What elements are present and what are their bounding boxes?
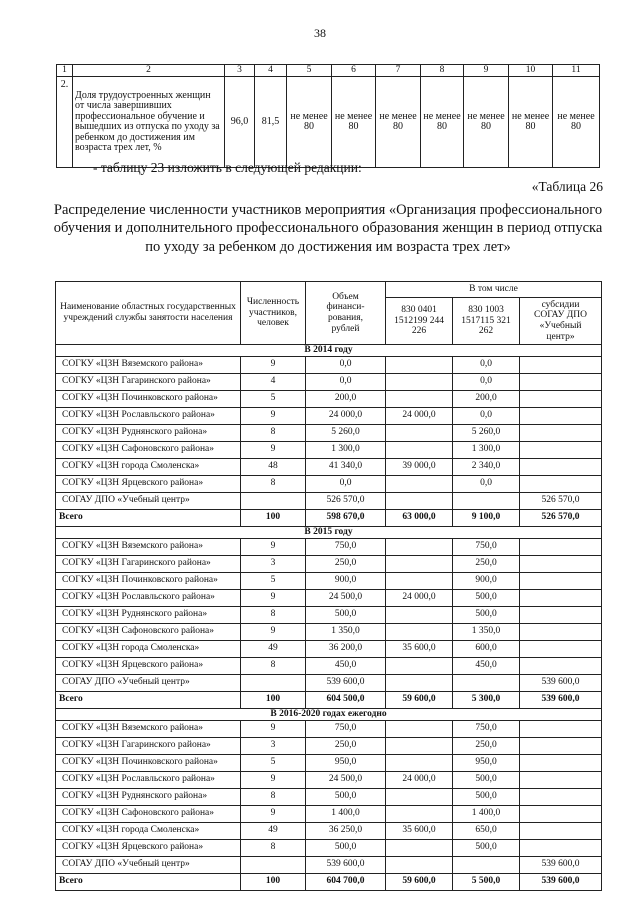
cell-count bbox=[241, 675, 306, 692]
cell-kbk-1 bbox=[386, 658, 453, 675]
cell-volume: 1 400,0 bbox=[306, 806, 386, 823]
cell-kbk-2: 2 340,0 bbox=[453, 459, 520, 476]
cell-subsidy bbox=[520, 442, 602, 459]
cell-subsidy bbox=[520, 459, 602, 476]
cell-count: 9 bbox=[241, 539, 306, 556]
cell-kbk-1 bbox=[386, 391, 453, 408]
table-row bbox=[56, 459, 602, 476]
cell-volume: 900,0 bbox=[306, 573, 386, 590]
cell-kbk-2: 900,0 bbox=[453, 573, 520, 590]
table-row bbox=[56, 425, 602, 442]
row-target: не менее 80 bbox=[332, 77, 376, 168]
cell-subsidy bbox=[520, 721, 602, 738]
cell-subsidy: 539 600,0 bbox=[520, 692, 602, 709]
section-header-row bbox=[56, 527, 602, 539]
cell-kbk-1 bbox=[386, 789, 453, 806]
cell-count: 8 bbox=[241, 425, 306, 442]
table-label: «Таблица 26 bbox=[531, 179, 603, 194]
cell-volume: 598 670,0 bbox=[306, 510, 386, 527]
row-target: не менее 80 bbox=[287, 77, 332, 168]
table-title: Распределение численности участников мероприятия «Организация профессионального обучения и дополнительного профессионального образования женщин в период отпуска по уходу за ребенком до достижения им возраста трех лет» bbox=[53, 202, 603, 255]
cell-name: СОГКУ «ЦЗН Ярцевского района» bbox=[56, 840, 241, 857]
cell-subsidy bbox=[520, 607, 602, 624]
table-row bbox=[56, 573, 602, 590]
cell-volume: 500,0 bbox=[306, 840, 386, 857]
cell-subsidy bbox=[520, 391, 602, 408]
cell-volume: 200,0 bbox=[306, 391, 386, 408]
col-num-9: 9 bbox=[464, 65, 509, 77]
cell-volume: 604 500,0 bbox=[306, 692, 386, 709]
cell-name: СОГКУ «ЦЗН Рославльского района» bbox=[56, 772, 241, 789]
cell-kbk-1 bbox=[386, 738, 453, 755]
cell-volume: 526 570,0 bbox=[306, 493, 386, 510]
cell-count bbox=[241, 857, 306, 874]
cell-kbk-1 bbox=[386, 539, 453, 556]
cell-subsidy bbox=[520, 425, 602, 442]
cell-name: СОГКУ «ЦЗН Вяземского района» bbox=[56, 721, 241, 738]
cell-kbk-1 bbox=[386, 840, 453, 857]
cell-kbk-1 bbox=[386, 442, 453, 459]
table-row bbox=[56, 624, 602, 641]
cell-volume: 36 250,0 bbox=[306, 823, 386, 840]
cell-kbk-1 bbox=[386, 675, 453, 692]
cell-name: СОГКУ «ЦЗН Починковского района» bbox=[56, 573, 241, 590]
table-row bbox=[56, 755, 602, 772]
table-row bbox=[56, 357, 602, 374]
cell-count: 9 bbox=[241, 772, 306, 789]
cell-kbk-2: 500,0 bbox=[453, 590, 520, 607]
cell-kbk-1 bbox=[386, 493, 453, 510]
cell-kbk-2 bbox=[453, 493, 520, 510]
col-num-10: 10 bbox=[509, 65, 553, 77]
cell-volume: 750,0 bbox=[306, 721, 386, 738]
cell-kbk-1 bbox=[386, 476, 453, 493]
cell-subsidy bbox=[520, 755, 602, 772]
cell-count: 8 bbox=[241, 476, 306, 493]
cell-name: СОГКУ «ЦЗН Гагаринского района» bbox=[56, 738, 241, 755]
cell-subsidy bbox=[520, 573, 602, 590]
cell-subsidy bbox=[520, 658, 602, 675]
cell-volume: 250,0 bbox=[306, 738, 386, 755]
cell-subsidy bbox=[520, 556, 602, 573]
page-number: 38 bbox=[314, 26, 326, 40]
cell-kbk-2 bbox=[453, 675, 520, 692]
cell-count: 8 bbox=[241, 658, 306, 675]
cell-name: СОГКУ «ЦЗН города Смоленска» bbox=[56, 459, 241, 476]
cell-count bbox=[241, 493, 306, 510]
cell-kbk-1 bbox=[386, 556, 453, 573]
header-kbk-2: 830 1003 1517115 321 262 bbox=[453, 298, 520, 345]
cell-count: 9 bbox=[241, 442, 306, 459]
cell-kbk-2: 500,0 bbox=[453, 840, 520, 857]
instruction-text: - таблицу 23 изложить в следующей редакции: bbox=[93, 160, 362, 175]
cell-name: СОГКУ «ЦЗН Руднянского района» bbox=[56, 789, 241, 806]
cell-volume: 539 600,0 bbox=[306, 857, 386, 874]
total-row bbox=[56, 510, 602, 527]
row-target: не менее 80 bbox=[553, 77, 600, 168]
total-row bbox=[56, 874, 602, 891]
cell-volume: 500,0 bbox=[306, 607, 386, 624]
cell-name: Всего bbox=[56, 692, 241, 709]
header-row-1 bbox=[56, 282, 602, 298]
section-header-row bbox=[56, 345, 602, 357]
cell-kbk-1 bbox=[386, 357, 453, 374]
row-description: Доля трудоустроенных женщин от числа завершивших профессиональное обучение и вышедших из отпуска по уходу за ребенком до достижения им возраста трех лет, % bbox=[73, 77, 225, 168]
row-target: не менее 80 bbox=[376, 77, 421, 168]
cell-kbk-2: 500,0 bbox=[453, 789, 520, 806]
cell-volume: 0,0 bbox=[306, 476, 386, 493]
cell-volume: 450,0 bbox=[306, 658, 386, 675]
cell-volume: 950,0 bbox=[306, 755, 386, 772]
cell-count: 9 bbox=[241, 721, 306, 738]
cell-count: 4 bbox=[241, 374, 306, 391]
cell-volume: 1 300,0 bbox=[306, 442, 386, 459]
cell-volume: 24 000,0 bbox=[306, 408, 386, 425]
cell-kbk-1: 59 600,0 bbox=[386, 874, 453, 891]
cell-kbk-1 bbox=[386, 857, 453, 874]
cell-name: СОГКУ «ЦЗН Вяземского района» bbox=[56, 357, 241, 374]
header-volume: Объем финанси-рования, рублей bbox=[306, 282, 386, 345]
cell-count: 9 bbox=[241, 806, 306, 823]
col-num-5: 5 bbox=[287, 65, 332, 77]
cell-subsidy: 526 570,0 bbox=[520, 510, 602, 527]
cell-kbk-2: 0,0 bbox=[453, 357, 520, 374]
cell-name: СОГКУ «ЦЗН Сафоновского района» bbox=[56, 442, 241, 459]
cell-kbk-1: 39 000,0 bbox=[386, 459, 453, 476]
cell-subsidy bbox=[520, 772, 602, 789]
cell-volume: 539 600,0 bbox=[306, 675, 386, 692]
cell-subsidy: 539 600,0 bbox=[520, 874, 602, 891]
cell-subsidy: 539 600,0 bbox=[520, 675, 602, 692]
cell-name: СОГКУ «ЦЗН Вяземского района» bbox=[56, 539, 241, 556]
cell-kbk-2: 9 100,0 bbox=[453, 510, 520, 527]
table-row bbox=[56, 675, 602, 692]
col-num-4: 4 bbox=[255, 65, 287, 77]
cell-subsidy bbox=[520, 789, 602, 806]
section-header-row bbox=[56, 709, 602, 721]
cell-kbk-2: 0,0 bbox=[453, 374, 520, 391]
cell-volume: 250,0 bbox=[306, 556, 386, 573]
cell-count: 9 bbox=[241, 408, 306, 425]
cell-name: СОГКУ «ЦЗН Починковского района» bbox=[56, 391, 241, 408]
row-target: не менее 80 bbox=[509, 77, 553, 168]
cell-subsidy bbox=[520, 476, 602, 493]
cell-kbk-2: 0,0 bbox=[453, 476, 520, 493]
cell-count: 8 bbox=[241, 607, 306, 624]
cell-count: 8 bbox=[241, 789, 306, 806]
cell-subsidy bbox=[520, 590, 602, 607]
cell-count: 48 bbox=[241, 459, 306, 476]
table-row bbox=[56, 738, 602, 755]
cell-count: 49 bbox=[241, 641, 306, 658]
row-value-3: 96,0 bbox=[225, 77, 255, 168]
cell-name: Всего bbox=[56, 874, 241, 891]
cell-name: СОГАУ ДПО «Учебный центр» bbox=[56, 857, 241, 874]
cell-name: СОГКУ «ЦЗН Ярцевского района» bbox=[56, 658, 241, 675]
cell-kbk-2: 950,0 bbox=[453, 755, 520, 772]
header-kbk-1: 830 0401 1512199 244 226 bbox=[386, 298, 453, 345]
cell-kbk-1 bbox=[386, 755, 453, 772]
cell-volume: 24 500,0 bbox=[306, 772, 386, 789]
cell-kbk-1 bbox=[386, 374, 453, 391]
cell-kbk-1: 35 600,0 bbox=[386, 641, 453, 658]
cell-subsidy bbox=[520, 357, 602, 374]
cell-count: 5 bbox=[241, 755, 306, 772]
cell-subsidy bbox=[520, 823, 602, 840]
total-row bbox=[56, 692, 602, 709]
cell-count: 8 bbox=[241, 840, 306, 857]
cell-kbk-2: 500,0 bbox=[453, 772, 520, 789]
cell-count: 3 bbox=[241, 556, 306, 573]
table-row bbox=[56, 493, 602, 510]
table-row bbox=[56, 658, 602, 675]
table-row bbox=[56, 721, 602, 738]
cell-kbk-1 bbox=[386, 806, 453, 823]
row-target: не менее 80 bbox=[421, 77, 464, 168]
cell-kbk-1: 35 600,0 bbox=[386, 823, 453, 840]
cell-kbk-2: 5 260,0 bbox=[453, 425, 520, 442]
table-row bbox=[56, 408, 602, 425]
cell-subsidy: 539 600,0 bbox=[520, 857, 602, 874]
cell-kbk-1: 59 600,0 bbox=[386, 692, 453, 709]
cell-name: Всего bbox=[56, 510, 241, 527]
row-value-4: 81,5 bbox=[255, 77, 287, 168]
cell-name: СОГКУ «ЦЗН Гагаринского района» bbox=[56, 556, 241, 573]
top-table bbox=[56, 64, 600, 168]
top-table-header-row bbox=[57, 65, 600, 77]
cell-subsidy bbox=[520, 840, 602, 857]
cell-count: 100 bbox=[241, 692, 306, 709]
col-num-7: 7 bbox=[376, 65, 421, 77]
cell-count: 3 bbox=[241, 738, 306, 755]
row-target: не менее 80 bbox=[464, 77, 509, 168]
header-group: В том числе bbox=[386, 282, 602, 298]
col-num-6: 6 bbox=[332, 65, 376, 77]
table-row bbox=[56, 789, 602, 806]
table-row bbox=[56, 556, 602, 573]
cell-kbk-1 bbox=[386, 607, 453, 624]
cell-count: 9 bbox=[241, 624, 306, 641]
cell-kbk-2: 0,0 bbox=[453, 408, 520, 425]
cell-subsidy bbox=[520, 539, 602, 556]
cell-kbk-2 bbox=[453, 857, 520, 874]
cell-kbk-2: 650,0 bbox=[453, 823, 520, 840]
cell-volume: 1 350,0 bbox=[306, 624, 386, 641]
cell-volume: 5 260,0 bbox=[306, 425, 386, 442]
cell-kbk-1 bbox=[386, 573, 453, 590]
cell-subsidy bbox=[520, 806, 602, 823]
table-row bbox=[56, 391, 602, 408]
row-number: 2. bbox=[57, 77, 73, 168]
cell-name: СОГКУ «ЦЗН Ярцевского района» bbox=[56, 476, 241, 493]
cell-kbk-1 bbox=[386, 721, 453, 738]
cell-kbk-2: 1 400,0 bbox=[453, 806, 520, 823]
cell-count: 5 bbox=[241, 573, 306, 590]
cell-volume: 24 500,0 bbox=[306, 590, 386, 607]
cell-name: СОГКУ «ЦЗН Сафоновского района» bbox=[56, 624, 241, 641]
cell-name: СОГКУ «ЦЗН города Смоленска» bbox=[56, 823, 241, 840]
cell-volume: 0,0 bbox=[306, 374, 386, 391]
header-count: Численность участников, человек bbox=[241, 282, 306, 345]
cell-count: 100 bbox=[241, 510, 306, 527]
cell-kbk-1 bbox=[386, 624, 453, 641]
table-row bbox=[56, 857, 602, 874]
table-row bbox=[56, 539, 602, 556]
table-row bbox=[56, 442, 602, 459]
cell-name: СОГКУ «ЦЗН Гагаринского района» bbox=[56, 374, 241, 391]
cell-subsidy bbox=[520, 624, 602, 641]
cell-subsidy bbox=[520, 738, 602, 755]
top-table-row bbox=[57, 77, 600, 168]
table-row bbox=[56, 607, 602, 624]
cell-name: СОГАУ ДПО «Учебный центр» bbox=[56, 493, 241, 510]
table-row bbox=[56, 590, 602, 607]
cell-count: 100 bbox=[241, 874, 306, 891]
header-name: Наименование областных государственных учреждений службы занятости населения bbox=[56, 282, 241, 345]
cell-volume: 41 340,0 bbox=[306, 459, 386, 476]
col-num-11: 11 bbox=[553, 65, 600, 77]
cell-kbk-1 bbox=[386, 425, 453, 442]
cell-count: 9 bbox=[241, 590, 306, 607]
cell-count: 5 bbox=[241, 391, 306, 408]
cell-name: СОГАУ ДПО «Учебный центр» bbox=[56, 675, 241, 692]
table-row bbox=[56, 772, 602, 789]
cell-kbk-2: 1 350,0 bbox=[453, 624, 520, 641]
section-title: В 2014 году bbox=[56, 345, 602, 357]
col-num-8: 8 bbox=[421, 65, 464, 77]
cell-subsidy: 526 570,0 bbox=[520, 493, 602, 510]
section-title: В 2015 году bbox=[56, 527, 602, 539]
table-row bbox=[56, 806, 602, 823]
table-row bbox=[56, 840, 602, 857]
cell-kbk-2: 1 300,0 bbox=[453, 442, 520, 459]
cell-name: СОГКУ «ЦЗН Руднянского района» bbox=[56, 425, 241, 442]
cell-count: 9 bbox=[241, 357, 306, 374]
cell-subsidy bbox=[520, 641, 602, 658]
cell-kbk-1: 24 000,0 bbox=[386, 772, 453, 789]
cell-name: СОГКУ «ЦЗН Рославльского района» bbox=[56, 590, 241, 607]
cell-volume: 0,0 bbox=[306, 357, 386, 374]
cell-kbk-2: 250,0 bbox=[453, 738, 520, 755]
cell-kbk-1: 24 000,0 bbox=[386, 590, 453, 607]
cell-subsidy bbox=[520, 374, 602, 391]
cell-name: СОГКУ «ЦЗН города Смоленска» bbox=[56, 641, 241, 658]
cell-kbk-2: 500,0 bbox=[453, 607, 520, 624]
cell-volume: 604 700,0 bbox=[306, 874, 386, 891]
cell-volume: 36 200,0 bbox=[306, 641, 386, 658]
col-num-2: 2 bbox=[73, 65, 225, 77]
cell-name: СОГКУ «ЦЗН Рославльского района» bbox=[56, 408, 241, 425]
cell-volume: 750,0 bbox=[306, 539, 386, 556]
cell-kbk-2: 450,0 bbox=[453, 658, 520, 675]
cell-kbk-2: 200,0 bbox=[453, 391, 520, 408]
section-title: В 2016-2020 годах ежегодно bbox=[56, 709, 602, 721]
distribution-table bbox=[55, 281, 602, 891]
cell-kbk-1: 24 000,0 bbox=[386, 408, 453, 425]
cell-kbk-2: 250,0 bbox=[453, 556, 520, 573]
cell-name: СОГКУ «ЦЗН Руднянского района» bbox=[56, 607, 241, 624]
cell-kbk-2: 750,0 bbox=[453, 539, 520, 556]
cell-subsidy bbox=[520, 408, 602, 425]
table-row bbox=[56, 641, 602, 658]
col-num-3: 3 bbox=[225, 65, 255, 77]
cell-count: 49 bbox=[241, 823, 306, 840]
cell-kbk-1: 63 000,0 bbox=[386, 510, 453, 527]
cell-kbk-2: 5 500,0 bbox=[453, 874, 520, 891]
cell-name: СОГКУ «ЦЗН Сафоновского района» bbox=[56, 806, 241, 823]
table-row bbox=[56, 476, 602, 493]
cell-volume: 500,0 bbox=[306, 789, 386, 806]
cell-kbk-2: 750,0 bbox=[453, 721, 520, 738]
cell-name: СОГКУ «ЦЗН Починковского района» bbox=[56, 755, 241, 772]
cell-kbk-2: 5 300,0 bbox=[453, 692, 520, 709]
table-row bbox=[56, 823, 602, 840]
col-num-1: 1 bbox=[57, 65, 73, 77]
header-subsidy: субсидии СОГАУ ДПО «Учебный центр» bbox=[520, 298, 602, 345]
cell-kbk-2: 600,0 bbox=[453, 641, 520, 658]
table-row bbox=[56, 374, 602, 391]
